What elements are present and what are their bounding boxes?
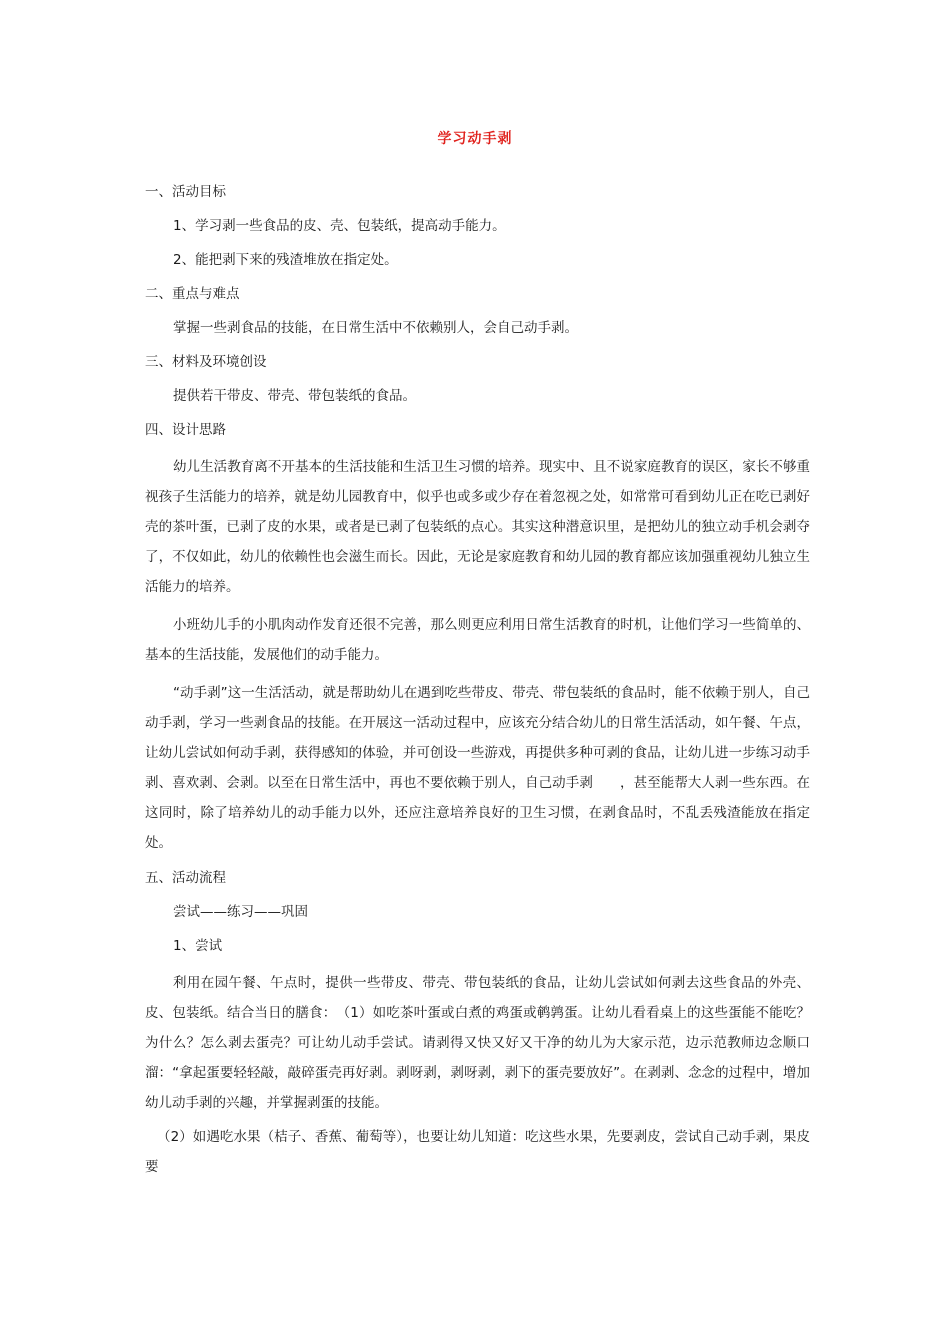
section-heading-design: 四、设计思路 [145, 422, 226, 438]
process-flow: 尝试——练习——巩固 [173, 904, 308, 920]
process-step-1: 1、尝试 [173, 938, 223, 954]
section-heading-key-points: 二、重点与难点 [145, 286, 240, 302]
key-points-text: 掌握一些剥食品的技能，在日常生活中不依赖别人，会自己动手剥。 [173, 320, 578, 336]
process-paragraph-1: 利用在园午餐、午点时，提供一些带皮、带壳、带包装纸的食品，让幼儿尝试如何剥去这些食品的外壳、皮、包装纸。结合当日的膳食： （1）如吃茶叶蛋或白煮的鸡蛋或鹌鹑蛋。让幼儿看看桌上的这些蛋能不能吃？为什么？怎么剥去蛋壳？可让幼儿动手尝试。请剥得又快又好又干净的幼儿为大家示范，边示范教师边念顺口溜：“拿起蛋要轻轻敲，敲碎蛋壳再好剥。剥呀剥，剥呀剥，剥下的蛋壳要放好”。在剥剥、念念的过程中，增加幼儿动手剥的兴趣，并掌握剥蛋的技能。 [145, 975, 810, 1111]
section-heading-process: 五、活动流程 [145, 870, 226, 886]
goal-item-2: 2、能把剥下来的残渣堆放在指定处。 [173, 252, 398, 268]
design-paragraph-3: “动手剥”这一生活活动，就是帮助幼儿在遇到吃些带皮、带壳、带包装纸的食品时，能不依赖于别人，自己动手剥，学习一些剥食品的技能。在开展这一活动过程中，应该充分结合幼儿的日常生活活动，如午餐、午点，让幼儿尝试如何动手剥，获得感知的体验，并可创设一些游戏，再提供多种可剥的食品，让幼儿进一步练习动手剥、喜欢剥、会剥。以至在日常生活中，再也不要依赖于别人，自己动手剥 ，甚至能帮大人剥一些东西。在这同时，除了培养幼儿的动手能力以外，还应注意培养良好的卫生习惯，在剥食品时，不乱丢残渣能放在指定处。 [145, 685, 810, 851]
section-heading-materials: 三、材料及环境创设 [145, 354, 267, 370]
section-heading-goals: 一、活动目标 [145, 184, 226, 200]
document-title: 学习动手剥 [437, 131, 513, 147]
materials-text: 提供若干带皮、带壳、带包装纸的食品。 [173, 388, 416, 404]
goal-item-1: 1、学习剥一些食品的皮、壳、包装纸，提高动手能力。 [173, 218, 506, 234]
design-paragraph-2: 小班幼儿手的小肌肉动作发育还很不完善，那么则更应利用日常生活教育的时机，让他们学习一些简单的、基本的生活技能，发展他们的动手能力。 [145, 617, 810, 663]
document-body [145, 180, 810, 1190]
process-paragraph-2: （2）如遇吃水果（桔子、香蕉、葡萄等），也要让幼儿知道：吃这些水果，先要剥皮，尝试自己动手剥，果皮要 [145, 1129, 810, 1175]
design-paragraph-1: 幼儿生活教育离不开基本的生活技能和生活卫生习惯的培养。现实中、且不说家庭教育的误区，家长不够重视孩子生活能力的培养，就是幼儿园教育中，似乎也或多或少存在着忽视之处，如常常可看到幼儿正在吃已剥好壳的茶叶蛋，已剥了皮的水果，或者是已剥了包装纸的点心。其实这种潜意识里，是把幼儿的独立动手机会剥夺了，不仅如此，幼儿的依赖性也会滋生而长。因此，无论是家庭教育和幼儿园的教育都应该加强重视幼儿独立生活能力的培养。 [145, 459, 810, 595]
